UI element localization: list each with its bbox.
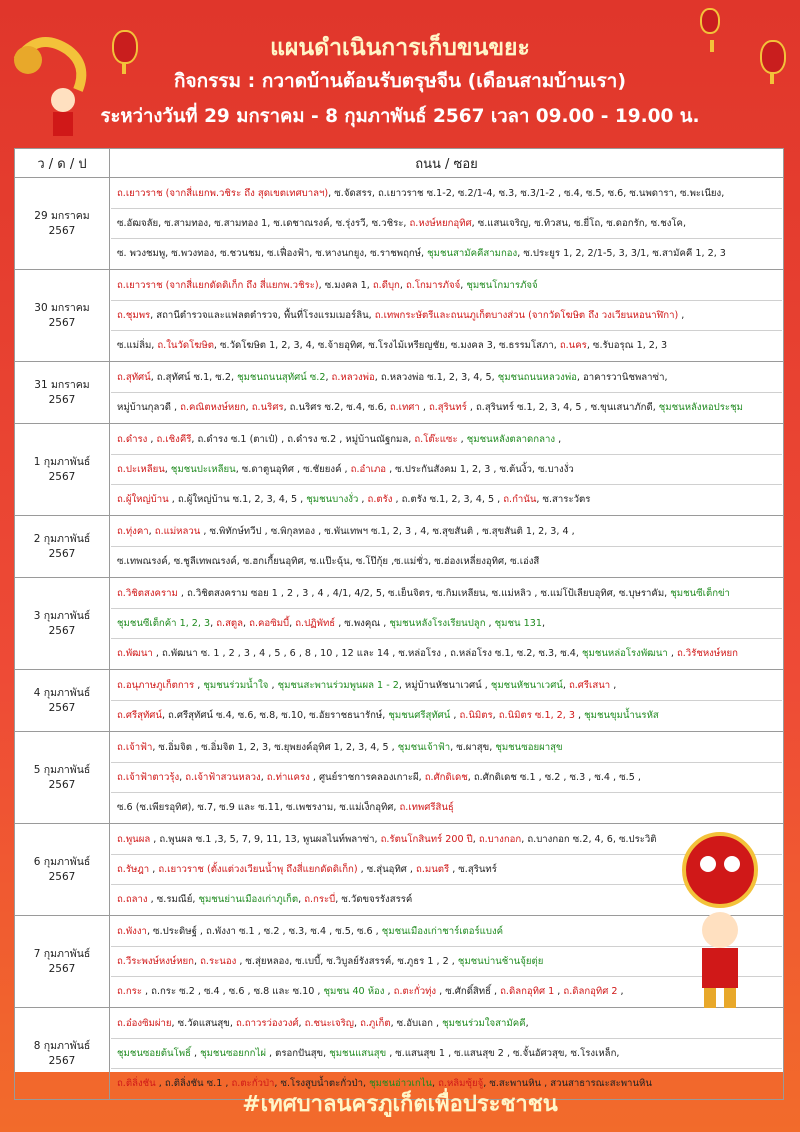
- community-name: ชุมชนศรีสุทัศน์: [388, 710, 451, 721]
- road-text: , ซ.ประยูร 1, 2, 2/1-5, 3, 3/1, ซ.สามัคคี 1, 2, 3: [517, 248, 726, 259]
- road-line: [111, 609, 782, 639]
- road-text: ,: [298, 1018, 305, 1029]
- road-name: ถ.เทพกระษัตรีและถนนภูเก็ตบางส่วน (จากวัดโฆษิต ถึง วงเวียนหอนาฬิกา): [374, 310, 679, 321]
- road-text: , ถ.ศักดิเดช ซ.1 , ซ.2 , ซ.3 , ซ.4 , ซ.5 ,: [467, 772, 641, 783]
- road-text: , ซ.ผาสุข,: [450, 742, 496, 753]
- road-text: , ศูนย์ราชการคลองเกาะผี,: [309, 772, 425, 783]
- road-name: ถ.ระนอง: [200, 956, 237, 967]
- road-text: , ซ.วัดขจรรังสรรค์: [335, 894, 413, 905]
- road-name: ถ.กระ: [117, 986, 142, 997]
- road-line: [111, 331, 782, 360]
- road-text: ,: [678, 310, 685, 321]
- table-header-row: [15, 149, 784, 178]
- date-year: 2567: [48, 624, 76, 637]
- road-name: ถ.เยาวราช (ตั้งแต่วงเวียนน้ำพุ ถึงสี่แยกดัดดิเก็ก): [158, 864, 358, 875]
- road-name: ถ.สุรินทร์: [428, 402, 467, 413]
- road-name: ถ.เยาวราช (จากสี่แยกพ.วชิระ ถึง สุดเขตเทศบาลฯ): [117, 188, 329, 199]
- community-name: ชุมชนขุมน้ำนรหัส: [584, 710, 659, 721]
- date-cell: [15, 178, 110, 270]
- road-text: ,: [617, 986, 624, 997]
- date-year: 2567: [48, 870, 76, 883]
- date-day-month: 31 มกราคม: [34, 378, 90, 391]
- community-name: ชุมชน 131: [494, 618, 542, 629]
- road-text: , ซ.โรงสูบน้ำตะกั่วป่า,: [274, 1078, 370, 1089]
- road-text: ,: [194, 680, 204, 691]
- road-name: ถ.สตูล: [216, 618, 244, 629]
- road-text: ซ.อัฒจลัย, ซ.สามทอง, ซ.สามทอง 1, ซ.เดชาณรงค์, ซ.รุ่งรวี, ซ.วชิระ,: [117, 218, 410, 229]
- footer-hashtag: #เทศบาลนครภูเก็ตเพื่อประชาชน: [242, 1092, 558, 1117]
- date-day-month: 8 กุมภาพันธ์: [33, 1039, 91, 1052]
- community-name: ชุมชนซอยต้นโพธิ์: [117, 1048, 191, 1059]
- date-day-month: 6 กุมภาพันธ์: [33, 855, 91, 868]
- page-title: แผนดำเนินการเก็บขนขยะ: [270, 35, 530, 61]
- community-name: ชุมชนหัชนาเวศน์: [490, 680, 563, 691]
- road-text: ,: [472, 834, 479, 845]
- road-text: , ซ.แสนสุข 1 , ซ.แสนสุข 2 , ซ.จั้นอัศวสุข, ซ.โรงเหล็ก,: [386, 1048, 620, 1059]
- table-row: [15, 424, 784, 516]
- road-name: ถ.ดำรง: [117, 434, 148, 445]
- road-text: , ซ.แสนเจริญ, ซ.ทิวสน, ซ.ยี่โถ, ซ.ดอกรัก, ซ.ชงโค,: [471, 218, 687, 229]
- road-text: ,: [460, 280, 467, 291]
- road-text: ,: [554, 986, 564, 997]
- date-cell: [15, 670, 110, 732]
- roads-cell: [110, 270, 784, 362]
- roads-cell: [110, 578, 784, 670]
- community-name: ชุมชนบางงั่ว: [306, 494, 359, 505]
- date-cell: [15, 732, 110, 824]
- road-name: ถ.นริศร: [251, 402, 284, 413]
- community-name: ชุมชนหลังหอประชุม: [658, 402, 743, 413]
- road-line: [111, 733, 782, 763]
- table-row: [15, 670, 784, 732]
- road-text: , ซ.สุ่ยหลอง, ซ.เบบี้, ซ.วิบูลย์รังสรรค์, ซ.ภูธร 1 , 2 ,: [236, 956, 458, 967]
- road-name: ถ.ทุ่งคา: [117, 526, 149, 537]
- community-name: ชุมชนหลังโรงเรียนปลูก: [389, 618, 486, 629]
- road-name: ถ.แม่หลวน: [154, 526, 201, 537]
- road-line: [111, 793, 782, 822]
- road-line: [111, 363, 782, 393]
- road-text: ,: [492, 710, 499, 721]
- road-name: ถ.ติลิ่งชัน: [117, 1078, 156, 1089]
- roads-cell: [110, 732, 784, 824]
- road-text: ,: [260, 772, 267, 783]
- road-text: ซ. พวงชมพู, ซ.พวงทอง, ซ.ชวนชม, ซ.เฟื่องฟ้า, ซ.หางนกยูง, ซ.ราชพฤกษ์,: [117, 248, 428, 259]
- table-row: [15, 362, 784, 424]
- road-name: ถ.รัษฎา: [117, 864, 150, 875]
- roads-cell: [110, 362, 784, 424]
- road-text: ,: [450, 710, 460, 721]
- road-name: ถ.คอซิมบี้: [249, 618, 290, 629]
- road-text: , ถ.สุทัศน์ ซ.1, ซ.2,: [150, 372, 238, 383]
- road-name: ถ.นิมิตร: [459, 710, 493, 721]
- header-banner: [0, 0, 800, 148]
- road-line: [111, 671, 782, 701]
- road-text: , สถานีตำรวจและแฟลตตำรวจ, พื้นที่โรงแรมเมอร์ลิน,: [150, 310, 375, 321]
- community-name: ชุมชนสามัคคีสามกอง: [427, 248, 518, 259]
- community-name: ชุมชนหลังตลาดกลาง: [466, 434, 556, 445]
- road-text: ,: [353, 1018, 361, 1029]
- road-text: หมู่บ้านกุลวดี ,: [117, 402, 181, 413]
- community-name: ชุมชนแสนสุข: [329, 1048, 387, 1059]
- road-line: [111, 209, 782, 239]
- date-column-header: ว / ด / ป: [15, 149, 110, 178]
- date-year: 2567: [48, 393, 76, 406]
- road-text: ซ.6 (ซ.เพียรอุทิศ), ซ.7, ซ.9 และ ซ.11, ซ.เพชรงาม, ซ.แม่เง็กอุทิศ,: [117, 802, 400, 813]
- road-text: , ซ.วัดแสนสุข,: [171, 1018, 236, 1029]
- road-line: [111, 239, 782, 268]
- date-year: 2567: [48, 701, 76, 714]
- road-line: [111, 763, 782, 793]
- road-name: ถ.ดิลกอุทิศ 1: [500, 986, 555, 997]
- road-name: ถ.อ๋องซิมผ่าย: [117, 1018, 172, 1029]
- road-text: ,: [541, 618, 545, 629]
- road-text: , ซ.ดาตูนอุทิศ , ซ.ชัยยงค์ ,: [235, 464, 351, 475]
- road-name: ถ.ชุมพร: [117, 310, 151, 321]
- road-name: ถ.สุทัศน์: [117, 372, 151, 383]
- date-year: 2567: [48, 316, 76, 329]
- road-text: ,: [243, 618, 250, 629]
- date-day-month: 30 มกราคม: [34, 301, 90, 314]
- date-year: 2567: [48, 778, 76, 791]
- date-day-month: 1 กุมภาพันธ์: [33, 455, 91, 468]
- community-name: ชุมชน 40 ห้อง: [323, 986, 385, 997]
- road-text: , อาคารวานิชพลาซ่า,: [576, 372, 668, 383]
- road-column-header: ถนน / ซอย: [110, 149, 784, 178]
- road-text: ซ.เทพณรงค์, ซ.ชูลีเทพณรงค์, ซ.ฮกเกี้ยนอุทิศ, ซ.แป๊ะฉุ้น, ซ.โป๊กุ้ย ,ซ.แม่ชั่ว, ซ.ฮ่องเหลี่ยงอุทิศ, ซ.เอ่งสี: [117, 556, 540, 567]
- road-text: , ซ.จัดสรร, ถ.เยาวราช ซ.1-2, ซ.2/1-4, ซ.3, ซ.3/1-2 , ซ.4, ซ.5, ซ.6, ซ.นพดารา, ซ.พะเนียง,: [328, 188, 725, 199]
- road-name: ถ.โกมารภัจจ์: [405, 280, 461, 291]
- road-name: ถ.พังงา: [117, 926, 147, 937]
- community-name: ชุมชนสะพานร่วมพูนผล 1 - 2: [277, 680, 399, 691]
- road-name: ถ.ชนะเจริญ: [304, 1018, 354, 1029]
- activity-subtitle: กิจกรรม : กวาดบ้านต้อนรับตรุษจีน (เดือนสามบ้านเรา): [173, 70, 627, 92]
- road-text: , ซ.ประกันสังคม 1, 2, 3 , ซ.ต้นงิ้ว, ซ.บางงั่ว: [386, 464, 574, 475]
- date-cell: [15, 578, 110, 670]
- road-text: , ซ.ศักดิ์สิทธิ์ ,: [436, 986, 501, 997]
- date-cell: [15, 516, 110, 578]
- community-name: ชุมชนบ่านช้านจุ้ยตุ่ย: [457, 956, 544, 967]
- road-name: ถ.พูนผล: [117, 834, 151, 845]
- road-text: ,: [667, 648, 677, 659]
- community-name: ชุมชนซีเต็กค้า 1, 2, 3: [117, 618, 211, 629]
- date-cell: [15, 916, 110, 1008]
- road-text: , ถ.นริศร ซ.2, ซ.4, ซ.6,: [283, 402, 390, 413]
- road-text: ,: [210, 618, 217, 629]
- road-line: [111, 639, 782, 668]
- road-name: ถ.คณิตหงษ์หยก: [180, 402, 246, 413]
- community-name: ชุมชนหล่อโรงพัฒนา: [582, 648, 668, 659]
- road-name: ถ.ตะกั่วป่า: [231, 1078, 275, 1089]
- road-text: , ซ.รมณีย์,: [147, 894, 199, 905]
- road-text: ซ.แม่ลิ่ม,: [117, 340, 158, 351]
- road-text: , ถ.ดำรง ซ.1 (ตาเป๋) , ถ.ดำรง ซ.2 , หมู่บ้านณัฐกมล,: [191, 434, 415, 445]
- road-name: ถ.เชิงคีรี: [156, 434, 192, 445]
- road-name: ถ.ตรัง: [367, 494, 393, 505]
- date-year: 2567: [48, 962, 76, 975]
- road-text: , ถ.วิชิตสงคราม ซอย 1 , 2 , 3 , 4 , 4/1, 4/2, 5, ซ.เย็นจิตร, ซ.กิมเหลียน, ซ.แม่หลิว , ซ.แม่โป้เลียบอุทิศ, ซ.บุษราคัม,: [177, 588, 671, 599]
- community-name: ชุมชนเจ้าฟ้า: [397, 742, 451, 753]
- roads-cell: [110, 178, 784, 270]
- road-name: ถ.วีระพงษ์หงษ์หยก: [117, 956, 194, 967]
- road-name: ถ.มนตรี: [416, 864, 450, 875]
- road-name: ถ.บางกอก: [478, 834, 522, 845]
- community-name: ชุมชนโกมารภัจจ์: [466, 280, 538, 291]
- road-line: [111, 425, 782, 455]
- road-name: ถ.กำนัน: [503, 494, 537, 505]
- date-year: 2567: [48, 470, 76, 483]
- road-name: ถ.ศรีสุทัศน์: [117, 710, 162, 721]
- road-line: [111, 393, 782, 422]
- community-name: ชุมชนย่านเมืองเก่าภูเก็ต: [198, 894, 299, 905]
- road-name: ถ.พัฒนา: [117, 648, 153, 659]
- road-name: ถ.ถลาง: [117, 894, 148, 905]
- date-range: ระหว่างวันที่ 29 มกราคม - 8 กุมภาพันธ์ 2567 เวลา 09.00 - 19.00 น.: [100, 106, 700, 127]
- road-name: ถ.ดีบุก: [372, 280, 400, 291]
- road-name: ถ.หลิมซุ้ยจู้: [438, 1078, 484, 1089]
- road-text: ,: [555, 434, 562, 445]
- road-name: ถ.ปะเหลียน: [117, 464, 165, 475]
- road-text: , ซ.ประดิษฐ์ , ถ.พังงา ซ.1 , ซ.2 , ซ.3, ซ.4 , ซ.5, ซ.6 ,: [146, 926, 382, 937]
- road-text: , ถ.หลวงพ่อ ซ.1, 2, 3, 4, 5,: [374, 372, 498, 383]
- road-name: ถ.ตะกั่วทุ่ง: [393, 986, 437, 997]
- roads-cell: [110, 670, 784, 732]
- table-row: [15, 270, 784, 362]
- roads-cell: [110, 516, 784, 578]
- road-text: ,: [610, 680, 617, 691]
- road-text: , ซ.สุ่นอุทิศ ,: [357, 864, 417, 875]
- road-line: [111, 179, 782, 209]
- road-line: [111, 485, 782, 514]
- road-text: ,: [574, 710, 585, 721]
- road-name: ถ.ปฏิพัทธ์: [295, 618, 336, 629]
- road-line: [111, 455, 782, 485]
- road-text: , ซ.สะพานหิน , สวนสาธารณะสะพานหิน: [483, 1078, 652, 1089]
- community-name: ชุมชนถนนสุทัศน์ ซ.2: [237, 372, 326, 383]
- date-year: 2567: [48, 547, 76, 560]
- date-day-month: 29 มกราคม: [34, 209, 90, 222]
- table-row: [15, 516, 784, 578]
- road-text: , ถ.บางกอก ซ.2, 4, 6, ซ.ประวิติ: [521, 834, 657, 845]
- road-text: ,: [289, 618, 296, 629]
- road-text: , ถ.ศรีสุทัศน์ ซ.4, ซ.6, ซ.8, ซ.10, ซ.อัยราชธนารักษ์,: [161, 710, 389, 721]
- road-text: , ซ.สาระวัตร: [536, 494, 591, 505]
- road-text: ,: [193, 956, 201, 967]
- road-text: , ซ.สุรินทร์: [449, 864, 497, 875]
- community-name: ชุมชนซอยกกไผ่: [200, 1048, 266, 1059]
- road-name: ถ.เทพศรีสินธุ์: [399, 802, 454, 813]
- community-name: ชุมชนถนนหลวงพ่อ: [497, 372, 577, 383]
- road-line: [111, 1039, 782, 1069]
- road-line: [111, 271, 782, 301]
- road-text: , ซ.วัดโฆษิต 1, 2, 3, 4, ซ.จ้ายอุทิศ, ซ.โรงไม้เหรียญชัย, ซ.มงคล 3, ซ.ธรรมโสภา,: [213, 340, 560, 351]
- date-day-month: 5 กุมภาพันธ์: [33, 763, 91, 776]
- date-day-month: 3 กุมภาพันธ์: [33, 609, 91, 622]
- community-name: ชุมชนซอยผาสุข: [495, 742, 563, 753]
- road-text: , ซ.มงคล 1,: [318, 280, 373, 291]
- road-text: ,: [419, 402, 429, 413]
- road-text: , ซ.อิ่มจิต , ซ.อิ่มจิต 1, 2, 3, ซ.ยุพยงค์อุทิศ 1, 2, 3, 4, 5 ,: [152, 742, 398, 753]
- road-name: ถ.ดิลกอุทิศ 2: [563, 986, 618, 997]
- road-name: ถ.นิมิตร ซ.1, 2, 3: [498, 710, 575, 721]
- road-name: ถ.วิชิตสงคราม: [117, 588, 178, 599]
- community-name: ชุมชนปะเหลียน: [170, 464, 236, 475]
- community-name: ชุมชนร่วมใจสามัคคี: [442, 1018, 526, 1029]
- road-text: , ถ.สุรินทร์ ซ.1, 2, 3, 4, 5 , ซ.ขุนเสนาภักดี,: [466, 402, 659, 413]
- road-name: ถ.อนุภาษภูเก็ตการ: [117, 680, 195, 691]
- community-name: ชุมชนอ่าวเกไน: [369, 1078, 433, 1089]
- road-line: [111, 301, 782, 331]
- road-name: ถ.วิรัชหงษ์หยก: [676, 648, 738, 659]
- road-line: [111, 547, 782, 576]
- table-row: [15, 178, 784, 270]
- road-name: ถ.นคร: [559, 340, 587, 351]
- road-text: , ถ.ตรัง ซ.1, 2, 3, 4, 5 ,: [392, 494, 504, 505]
- date-year: 2567: [48, 224, 76, 237]
- road-text: ,: [149, 864, 159, 875]
- date-day-month: 7 กุมภาพันธ์: [33, 947, 91, 960]
- road-text: ,: [147, 434, 157, 445]
- road-text: ,: [562, 680, 569, 691]
- road-text: ,: [164, 464, 171, 475]
- road-name: ถ.อำเภอ: [350, 464, 387, 475]
- road-name: ถ.รัตนโกสินทร์ 200 ปี: [380, 834, 473, 845]
- road-text: , ตรอกปันสุข,: [265, 1048, 330, 1059]
- road-name: ถ.เทศา: [389, 402, 420, 413]
- road-text: , ถ.ติลิ่งชัน ซ.1 ,: [155, 1078, 232, 1089]
- road-name: ถ.ศรีเสนา: [568, 680, 611, 691]
- community-name: ชุมชนซีเต็กข่า: [670, 588, 730, 599]
- road-text: ,: [148, 526, 155, 537]
- roads-cell: [110, 424, 784, 516]
- road-text: ,: [358, 494, 368, 505]
- road-text: ,: [298, 894, 305, 905]
- road-text: , ถ.พูนผล ซ.1 ,3, 5, 7, 9, 11, 13, พูนผลไนท์พลาซ่า,: [150, 834, 381, 845]
- table-row: [15, 732, 784, 824]
- road-name: ถ.ท่าแครง: [266, 772, 310, 783]
- date-cell: [15, 424, 110, 516]
- lion-dancer-icon: [660, 830, 780, 1010]
- road-text: ,: [399, 280, 406, 291]
- road-name: ถ.เจ้าฟ้าตาวรุ้ง: [117, 772, 180, 783]
- road-text: , ถ.ผู้ใหญ่บ้าน ซ.1, 2, 3, 4, 5 ,: [168, 494, 307, 505]
- date-cell: [15, 824, 110, 916]
- road-line: [111, 701, 782, 730]
- road-line: [111, 579, 782, 609]
- table-row: [15, 578, 784, 670]
- date-cell: [15, 270, 110, 362]
- road-text: , ถ.พัฒนา ซ. 1 , 2 , 3 , 4 , 5 , 6 , 8 , 10 , 12 และ 14 , ซ.หล่อโรง , ถ.หล่อโรง ซ.1, ซ.2, ซ.3, ซ.4,: [152, 648, 582, 659]
- road-name: ถ.ผู้ใหญ่บ้าน: [117, 494, 169, 505]
- road-line: [111, 1009, 782, 1039]
- road-name: ถ.ภูเก็ต: [360, 1018, 391, 1029]
- road-name: ถ.โต๊ะแซะ: [414, 434, 458, 445]
- road-text: ,: [268, 680, 278, 691]
- road-text: ,: [432, 1078, 439, 1089]
- road-name: ถ.เจ้าฟ้าสวนหลวง: [185, 772, 261, 783]
- road-name: ถ.ในวัดโฆษิต: [157, 340, 214, 351]
- road-name: ถ.กระบี่: [304, 894, 336, 905]
- road-text: , ซ.พิทักษ์ทวีป , ซ.พิกุลทอง , ซ.พันเทพฯ ซ.1, 2, 3 , 4, ซ.สุขสันติ , ซ.สุขสันติ 1, 2, 3, 4 ,: [200, 526, 575, 537]
- road-text: , ซ.พงคุณ ,: [335, 618, 390, 629]
- road-name: ถ.ถาวรว่องวงศ์: [235, 1018, 299, 1029]
- road-text: , ซ.อับเอก ,: [390, 1018, 443, 1029]
- road-name: ถ.หงษ์หยกอุทิศ: [409, 218, 472, 229]
- road-text: ,: [179, 772, 186, 783]
- road-text: ,: [485, 618, 495, 629]
- road-text: ,: [525, 1018, 529, 1029]
- community-name: ชุมชนเมืองเก่าชาร์เตอร์แบงค์: [381, 926, 504, 937]
- road-text: ,: [384, 986, 394, 997]
- road-text: , ซ.รับอรุณ 1, 2, 3: [586, 340, 668, 351]
- community-name: ชุมชนร่วมน้ำใจ: [203, 680, 269, 691]
- road-text: ,: [325, 372, 332, 383]
- road-line: [111, 517, 782, 547]
- date-cell: [15, 362, 110, 424]
- date-year: 2567: [48, 1054, 76, 1067]
- road-name: ถ.เยาวราช (จากสี่แยกดัดดิเก็ก ถึง สี่แยกพ.วชิระ): [117, 280, 319, 291]
- road-text: , หมู่บ้านหัชนาเวศน์ ,: [398, 680, 491, 691]
- road-name: ถ.ศักดิเดช: [424, 772, 468, 783]
- road-name: ถ.เจ้าฟ้า: [117, 742, 153, 753]
- road-text: ,: [245, 402, 252, 413]
- road-name: ถ.หลวงพ่อ: [331, 372, 375, 383]
- road-text: , ถ.กระ ซ.2 , ซ.4 , ซ.6 , ซ.8 และ ซ.10 ,: [141, 986, 324, 997]
- date-day-month: 4 กุมภาพันธ์: [33, 686, 91, 699]
- date-day-month: 2 กุมภาพันธ์: [33, 532, 91, 545]
- road-text: ,: [457, 434, 467, 445]
- road-text: ,: [190, 1048, 201, 1059]
